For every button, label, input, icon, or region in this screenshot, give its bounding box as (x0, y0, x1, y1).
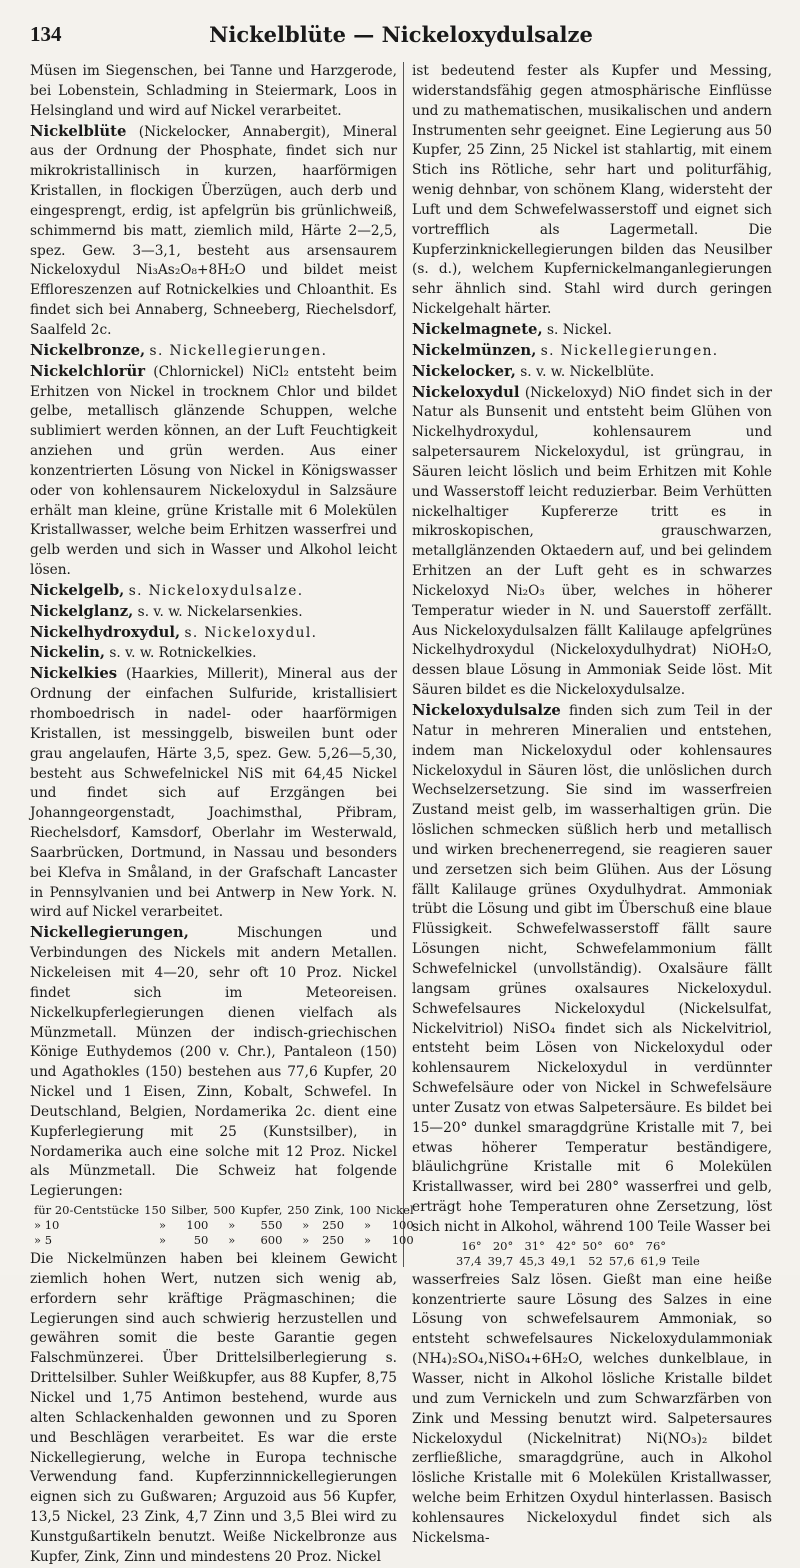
entry-headword: Nickelmünzen, (412, 341, 537, 359)
table-cell: 600 (260, 1233, 283, 1248)
table-cell: » (302, 1233, 310, 1248)
table-cell: 76° (645, 1238, 667, 1253)
table-cell: 100 (391, 1218, 414, 1233)
table-cell: 50° (582, 1238, 603, 1253)
table-cell: 60° (614, 1238, 635, 1253)
entry-text: s. Nickeloxydulsalze. (128, 582, 304, 599)
solubility-table (456, 1239, 706, 1269)
table-cell: » (228, 1233, 236, 1248)
entry-headword: Nickeloxydul (412, 383, 520, 401)
solubility-table-row (456, 1254, 706, 1269)
continued-paragraph: ist bedeutend fester als Kupfer und Messing, widerstandsfähig gegen atmosphärische Einflüsse und zu mathematischen, musikalischen und andern Instrumenten sehr geeignet. Eine Legierung aus 50 Kupfer, 25 Zinn, 25 Nickel ist stahlartig, mit einem Stich ins Rötliche, sehr hart und politurfähig, wenig dehnbar, von schönem Klang, widersteht der Luft und dem Schwefelwasserstoff und eignet sich vortrefflich als Lagermetall. Die Kupferzinknickellegierungen bilden das Neusilber (s. d.), welchem Kupfernickelmanganlegierungen sehr ähnlich sind. Stahl wird durch geringen Nickelgehalt härter. (412, 63, 772, 318)
table-cell: » 5 (34, 1233, 53, 1248)
entry-nickelhydroxydul (30, 623, 397, 644)
entry-text: (Chlornickel) NiCl₂ entsteht beim Erhitzen von Nickel in trocknem Chlor und bildet gelbe, metallisch glänzende Schuppen, welche sublimiert werden können, an der Luft Feuchtigkeit anziehen und grün werden. Aus einer konzentrierten Lösung von Nickel in Königswasser oder von kohlensaurem Nickeloxydul in Salzsäure erhält man kleine, grüne Kristalle mit 6 Molekülen Kristallwasser, welche beim Erhitzen wasserfrei und gelb werden und sich in Wasser und Alkohol leicht lösen. (30, 363, 397, 579)
entry-headword: Nickelblüte (30, 122, 127, 140)
page-header (30, 22, 772, 52)
entry-headword: Nickelchlorür (30, 362, 146, 380)
table-cell: 150 (144, 1203, 167, 1218)
table-cell: 100 (391, 1233, 414, 1248)
table-cell: 45,3 (519, 1253, 545, 1268)
table-cell: 20° (492, 1238, 514, 1253)
entry-headword: Nickelglanz, (30, 602, 134, 620)
table-cell: 16° (461, 1238, 482, 1253)
entry-headword: Nickelhydroxydul, (30, 623, 181, 641)
table-cell: » (363, 1233, 371, 1248)
entry-nickelbluete (30, 122, 397, 341)
table-cell: 37,4 (456, 1253, 482, 1268)
entry-text: s. v. w. Nickelblüte. (520, 363, 655, 380)
running-head: Nickelblüte — Nickeloxydulsalze (209, 22, 593, 47)
entry-text: (Nickeloxyd) NiO findet sich in der Natur als Bunsenit und entsteht beim Glühen von Nickelhydroxydul, kohlensaurem und salpetersaurem Nickeloxydul, ist grüngrau, in Säuren leicht löslich und beim Erhitzen mit Kohle und Wasserstoff leicht reduzierbar. Beim Verhütten nickelhaltiger Kupfererze tritt es in mikroskopischen, grauschwarzen, metallglänzenden Oktaedern auf, und bei gelindem Erhitzen an der Luft geht es in schwarzes Nickeloxyd Ni₂O₃ über, welches in höherer Temperatur wieder in N. und Sauerstoff zerfällt. Aus Nickeloxydulsalzen fällt Kalilauge apfelgrünes Nickelhydroxydul (Nickeloxydulhydrat) NiOH₂O, dessen blaue Lösung in Ammoniak Seide löst. Mit Säuren bildet es die Nickeloxydulsalze. (412, 384, 772, 699)
entry-text: s. v. w. Nickelarsenkies. (137, 603, 303, 620)
table-cell: 31° (524, 1238, 545, 1253)
entry-nickelglanz (30, 602, 397, 623)
table-cell: » (159, 1233, 167, 1248)
entry-text: (Nickelocker, Annabergit), Mineral aus der Ordnung der Phosphate, findet sich nur mikrokristallinisch in kurzen, haarförmigen Kristallen, in flockigen Überzügen, auch derb und eingesprengt, erdig, ist apfelgrün bis grünlichweiß, schimmernd bis matt, ziemlich mild, Härte 2—2,5, spez. Gew. 3—3,1, besteht aus arsensaurem Nickeloxydul Ni₃As₂O₈+8H₂O und bildet meist Effloreszenzen auf Rotnickelkies und Chloanthit. Es findet sich bei Annaberg, Schneeberg, Riechelsdorf, Saalfeld 2c. (30, 123, 398, 338)
entry-headword: Nickelbronze, (30, 341, 146, 359)
table-cell: 100 (349, 1203, 371, 1218)
entry-nickelgelb (30, 581, 397, 602)
table-cell: Silber, (171, 1203, 209, 1218)
table-cell: Kupfer, (240, 1203, 283, 1218)
table-cell: » 10 (34, 1218, 60, 1233)
entry-text: s. Nickeloxydul. (184, 624, 318, 641)
entry-headword: Nickelkies (30, 665, 118, 683)
left-column (30, 62, 414, 1565)
entry-nickeloxydulsalze (412, 701, 772, 1238)
entry-nickelmuenzen (412, 341, 772, 362)
entry-headword: Nickelmagnete, (412, 320, 543, 338)
entry-text: Mischungen und Verbindungen des Nickels mit andern Metallen. Nickeleisen mit 4—20, sehr oft 10 Proz. Nickel findet sich im Meteoreisen. Nickelkupferlegierungen dienen vielfach als Münzmetall. Münzen der indisch-griechischen Könige Euthydemos (200 v. Chr.), Pantaleon (150) und Agathokles (150) bestehen aus 77,6 Kupfer, 20 Nickel und 1 Eisen, Zinn, Kobalt, Schwefel. In Deutschland, Belgien, Nordamerika 2c. dient eine Kupferlegierung mit 25 (Kunstsilber), in Nordamerika auch eine solche mit 12 Proz. Nickel als Münzmetall. Die Schweiz hat folgende Legierungen: (30, 925, 397, 1200)
table-cell: » (302, 1218, 310, 1233)
column-divider (403, 62, 404, 1267)
alloy-table-row (34, 1203, 419, 1218)
table-cell: 250 (322, 1218, 345, 1233)
entry-nickelbronze (30, 341, 397, 362)
table-cell: Zink, (314, 1203, 345, 1218)
entry-nickelkies (30, 664, 397, 923)
table-cell: Nickel (376, 1203, 414, 1218)
entry-headword: Nickeloxydulsalze (412, 702, 561, 719)
table-cell: für 20-Centstücke (34, 1203, 140, 1218)
entry-headword: Nickelocker, (412, 362, 516, 380)
table-cell (672, 1239, 706, 1254)
entry-text: (Haarkies, Millerit), Mineral aus der Ordnung der einfachen Sulfuride, kristallisiert rhomboedrisch in nadel- oder haarförmigen Kristallen, ist messinggelb, bisweilen bunt oder grau angelaufen, Härte 3,5, spez. Gew. 5,26—5,30, besteht aus Schwefelnickel NiS mit 64,45 Nickel und findet sich auf Erzgängen bei Johanngeorgenstadt, Joachimsthal, Přibram, Riechelsdorf, Kamsdorf, Oberlahr im Westerwald, Saarbrücken, Dortmund, in Nassau und besonders bei Klefva in Småland, in der Grafschaft Lancaster in Pennsylvanien und bei Antwerp in New York. N. wird auf Nickel verarbeitet. (30, 666, 397, 921)
entry-text: s. Nickellegierungen. (149, 342, 328, 359)
entry-nickelin (30, 643, 397, 664)
table-cell: 250 (322, 1233, 345, 1248)
page-number: 134 (30, 22, 62, 46)
table-cell: 250 (287, 1203, 310, 1218)
table-cell: 52 (588, 1253, 603, 1268)
right-column (412, 62, 772, 1546)
solubility-table-row (456, 1239, 706, 1254)
alloy-table-row (34, 1218, 419, 1233)
entry-text: s. Nickellegierungen. (540, 342, 719, 359)
entry-nickeloxydul (412, 383, 772, 702)
table-cell: » (228, 1218, 236, 1233)
entry-headword: Nickelgelb, (30, 581, 125, 599)
table-cell: 49,1 (550, 1253, 577, 1268)
table-cell: 500 (213, 1203, 236, 1218)
entry-text: finden sich zum Teil in der Natur in mehreren Mineralien und entstehen, indem man Nickeloxydul oder kohlensaures Nickeloxydul in Säuren löst, die unlöslichen durch Wechselzersetzung. Sie sind im wasserfreien Zustand meist gelb, im wasserhaltigen grün. Die löslichen schmecken süßlich herb und metallisch und wirken brechenerregend, sie reagieren sauer und zersetzen sich beim Glühen. Aus der Lösung fällt Kalilauge grünes Oxydulhydrat. Ammoniak trübt die Lösung und gibt im Überschuß eine blaue Flüssigkeit. Schwefelwasserstoff fällt saure Lösungen nicht, Schwefelammonium fällt Schwefelnickel (unvollständig). Oxalsäure fällt langsam grünes oxalsaures Nickeloxydul. Schwefelsaures Nickeloxydul (Nickelsulfat, Nickelvitriol) NiSO₄ findet sich als Nickelvitriol, entsteht beim Lösen von Nickeloxydul oder kohlensaurem Nickeloxydul in verdünnter Schwefelsäure oder von Nickel in Schwefelsäure unter Zusatz von etwas Salpetersäure. Es bildet bei 15—20° dunkel smaragdgrüne Kristalle mit 7, bei etwas höherer Temperatur beständigere, bläulichgrüne Kristalle mit 6 Molekülen Kristallwasser, wird bei 280° wasserfrei und gelb, erträgt hohe Temperaturen ohne Zersetzung, löst sich nicht in Alkohol, während 100 Teile Wasser bei (412, 703, 772, 1235)
table-cell: 42° (556, 1238, 577, 1253)
entry-nickelocker (412, 362, 772, 383)
table-cell: 39,7 (487, 1253, 514, 1268)
continued-paragraph: Müsen im Siegenschen, bei Tanne und Harzgerode, bei Lobenstein, Schladming in Steiermark, Loos in Helsingland und wird auf Nickel verarbeitet. (30, 63, 397, 119)
paragraph: Die Nickelmünzen haben bei kleinem Gewicht ziemlich hohen Wert, nutzen sich wenig ab, erfordern sehr kräftige Prägmaschinen; die Legierungen sind auch schwierig herzustellen und gewähren somit die beste Garantie gegen Falschmünzerei. Über Drittelsilberlegierung s. Drittelsilber. Suhler Weißkupfer, aus 88 Kupfer, 8,75 Nickel und 1,75 Antimon bestehend, wurde aus alten Schlackenhalden gewonnen und zu Sporen und Beschlägen verarbeitet. Es war die erste Nickellegierung, welche in Europa technische Verwendung fand. Kupferzinnnickellegierungen eignen sich zu Gußwaren; Arguzoid aus 56 Kupfer, 13,5 Nickel, 23 Zink, 4,7 Zinn und 3,5 Blei wird zu Kunstgußartikeln benutzt. Weiße Nickelbronze aus Kupfer, Zink, Zinn und mindestens 20 Proz. Nickel (30, 1251, 397, 1565)
entry-nickelmagnete (412, 320, 772, 341)
swiss-alloy-table (34, 1203, 419, 1248)
entry-headword: Nickelin, (30, 644, 105, 662)
alloy-table-row (34, 1233, 419, 1248)
paragraph: wasserfreies Salz lösen. Gießt man eine heiße konzentrierte saure Lösung des Salzes in eine Lösung von schwefelsaurem Ammoniak, so entsteht schwefelsaures Nickeloxydulammoniak (NH₄)₂SO₄,NiSO₄+6H₂O, welches dunkelblaue, in Wasser, nicht in Alkohol lösliche Kristalle bildet und zum Vernickeln und zum Schwarzfärben von Zink und Messing benutzt wird. Salpetersaures Nickeloxydul (Nickelnitrat) Ni(NO₃)₂ bildet zerfließliche, smaragdgrüne, auch in Alkohol lösliche Kristalle mit 6 Molekülen Kristallwasser, welche beim Erhitzen Oxydul hinterlassen. Basisch kohlensaures Nickeloxydul findet sich als Nickelsma- (412, 1271, 772, 1546)
table-cell: 50 (193, 1233, 209, 1248)
table-cell: » (159, 1218, 167, 1233)
table-cell: 100 (186, 1218, 209, 1233)
entry-nickelchloruer (30, 362, 397, 581)
table-cell: 57,6 (608, 1253, 635, 1268)
entry-text: s. Nickel. (546, 321, 612, 338)
table-cell: 61,9 (640, 1253, 667, 1268)
table-cell: » (363, 1218, 371, 1233)
entry-headword: Nickellegierungen, (30, 924, 189, 942)
entry-text: s. v. w. Rotnickelkies. (109, 645, 257, 662)
table-cell: Teile (672, 1253, 700, 1268)
entry-nickellegierungen (30, 923, 397, 1202)
table-cell: 550 (260, 1218, 283, 1233)
